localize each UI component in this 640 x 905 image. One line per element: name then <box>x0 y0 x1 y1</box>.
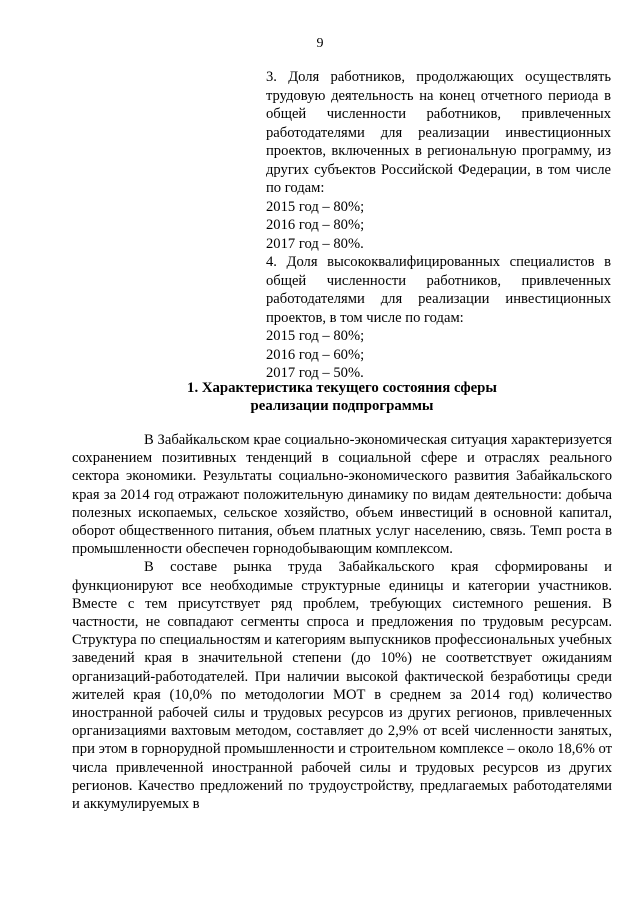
indicator-4-year-2015: 2015 год – 80%; <box>266 328 365 344</box>
indicator-3-year-2016: 2016 год – 80%; <box>266 217 365 233</box>
section-body <box>72 431 612 813</box>
indicator-4-year-2016: 2016 год – 60%; <box>266 346 365 363</box>
indicator-4-year-2017: 2017 год – 50%. <box>266 365 364 381</box>
section-heading <box>72 379 612 415</box>
section-heading-line-1: 1. Характеристика текущего состояния сферы <box>187 380 497 396</box>
paragraph-2: В составе рынка труда Забайкальского края сформированы и функционируют все необходимые структурные единицы и категории участников. Вместе с тем присутствует ряд проблем, требующих системного решения. В частности, не совпадают сегменты спроса и предложения по трудовым ресурсам. Структура по специальностям и категориям выпускников профессиональных учебных заведений края в значительной степени (до 10%) не соответствует ожиданиям организаций-работодателей. При наличии высокой фактической безработицы среди жителей края (10,0% по методологии МОТ в среднем за 2014 год) количество иностранной рабочей силы и трудовых ресурсов из других регионов, привлеченных организациями вахтовым методом, составляет до 2,9% от всей численности занятых, при этом в горнорудной промышленности и строительном комплексе – около 18,6% от числа привлеченной иностранной рабочей силы и трудовых ресурсов из других регионов. Качество предложений по трудоустройству, предлагаемых работодателями и аккумулируемых в <box>72 559 612 813</box>
indicator-3-year-2017: 2017 год – 80%. <box>266 235 364 252</box>
page-number: 9 <box>316 36 324 51</box>
paragraph-1: В Забайкальском крае социально-экономическая ситуация характеризуется сохранением позитивных тенденций в социальной сфере и отраслях реального сектора экономики. Результаты социально-экономического развития Забайкальского края за 2014 год отражают положительную динамику по видам деятельности: добыча полезных ископаемых, сельское хозяйство, объем инвестиций в основной капитал, оборот общественного питания, объем платных услуг населению, связь. Темп роста в промышленности обеспечен горнодобывающим комплексом. <box>72 432 612 558</box>
indicator-3-text: 3. Доля работников, продолжающих осуществлять трудовую деятельность на конец отчетного периода в общей численности работников, привлеченных работодателями для реализации инвестиционных проектов, включенных в региональную программу, из других субъектов Российской Федерации, в том числе по годам: <box>266 69 611 196</box>
indicators-block <box>266 68 611 383</box>
section-heading-line-2: реализации подпрограммы <box>250 398 434 414</box>
indicator-4-text: 4. Доля высококвалифицированных специалистов в общей численности работников, привлеченных работодателями для реализации инвестиционных проектов, в том числе по годам: <box>266 254 611 326</box>
indicator-3-year-2015: 2015 год – 80%; <box>266 198 365 215</box>
